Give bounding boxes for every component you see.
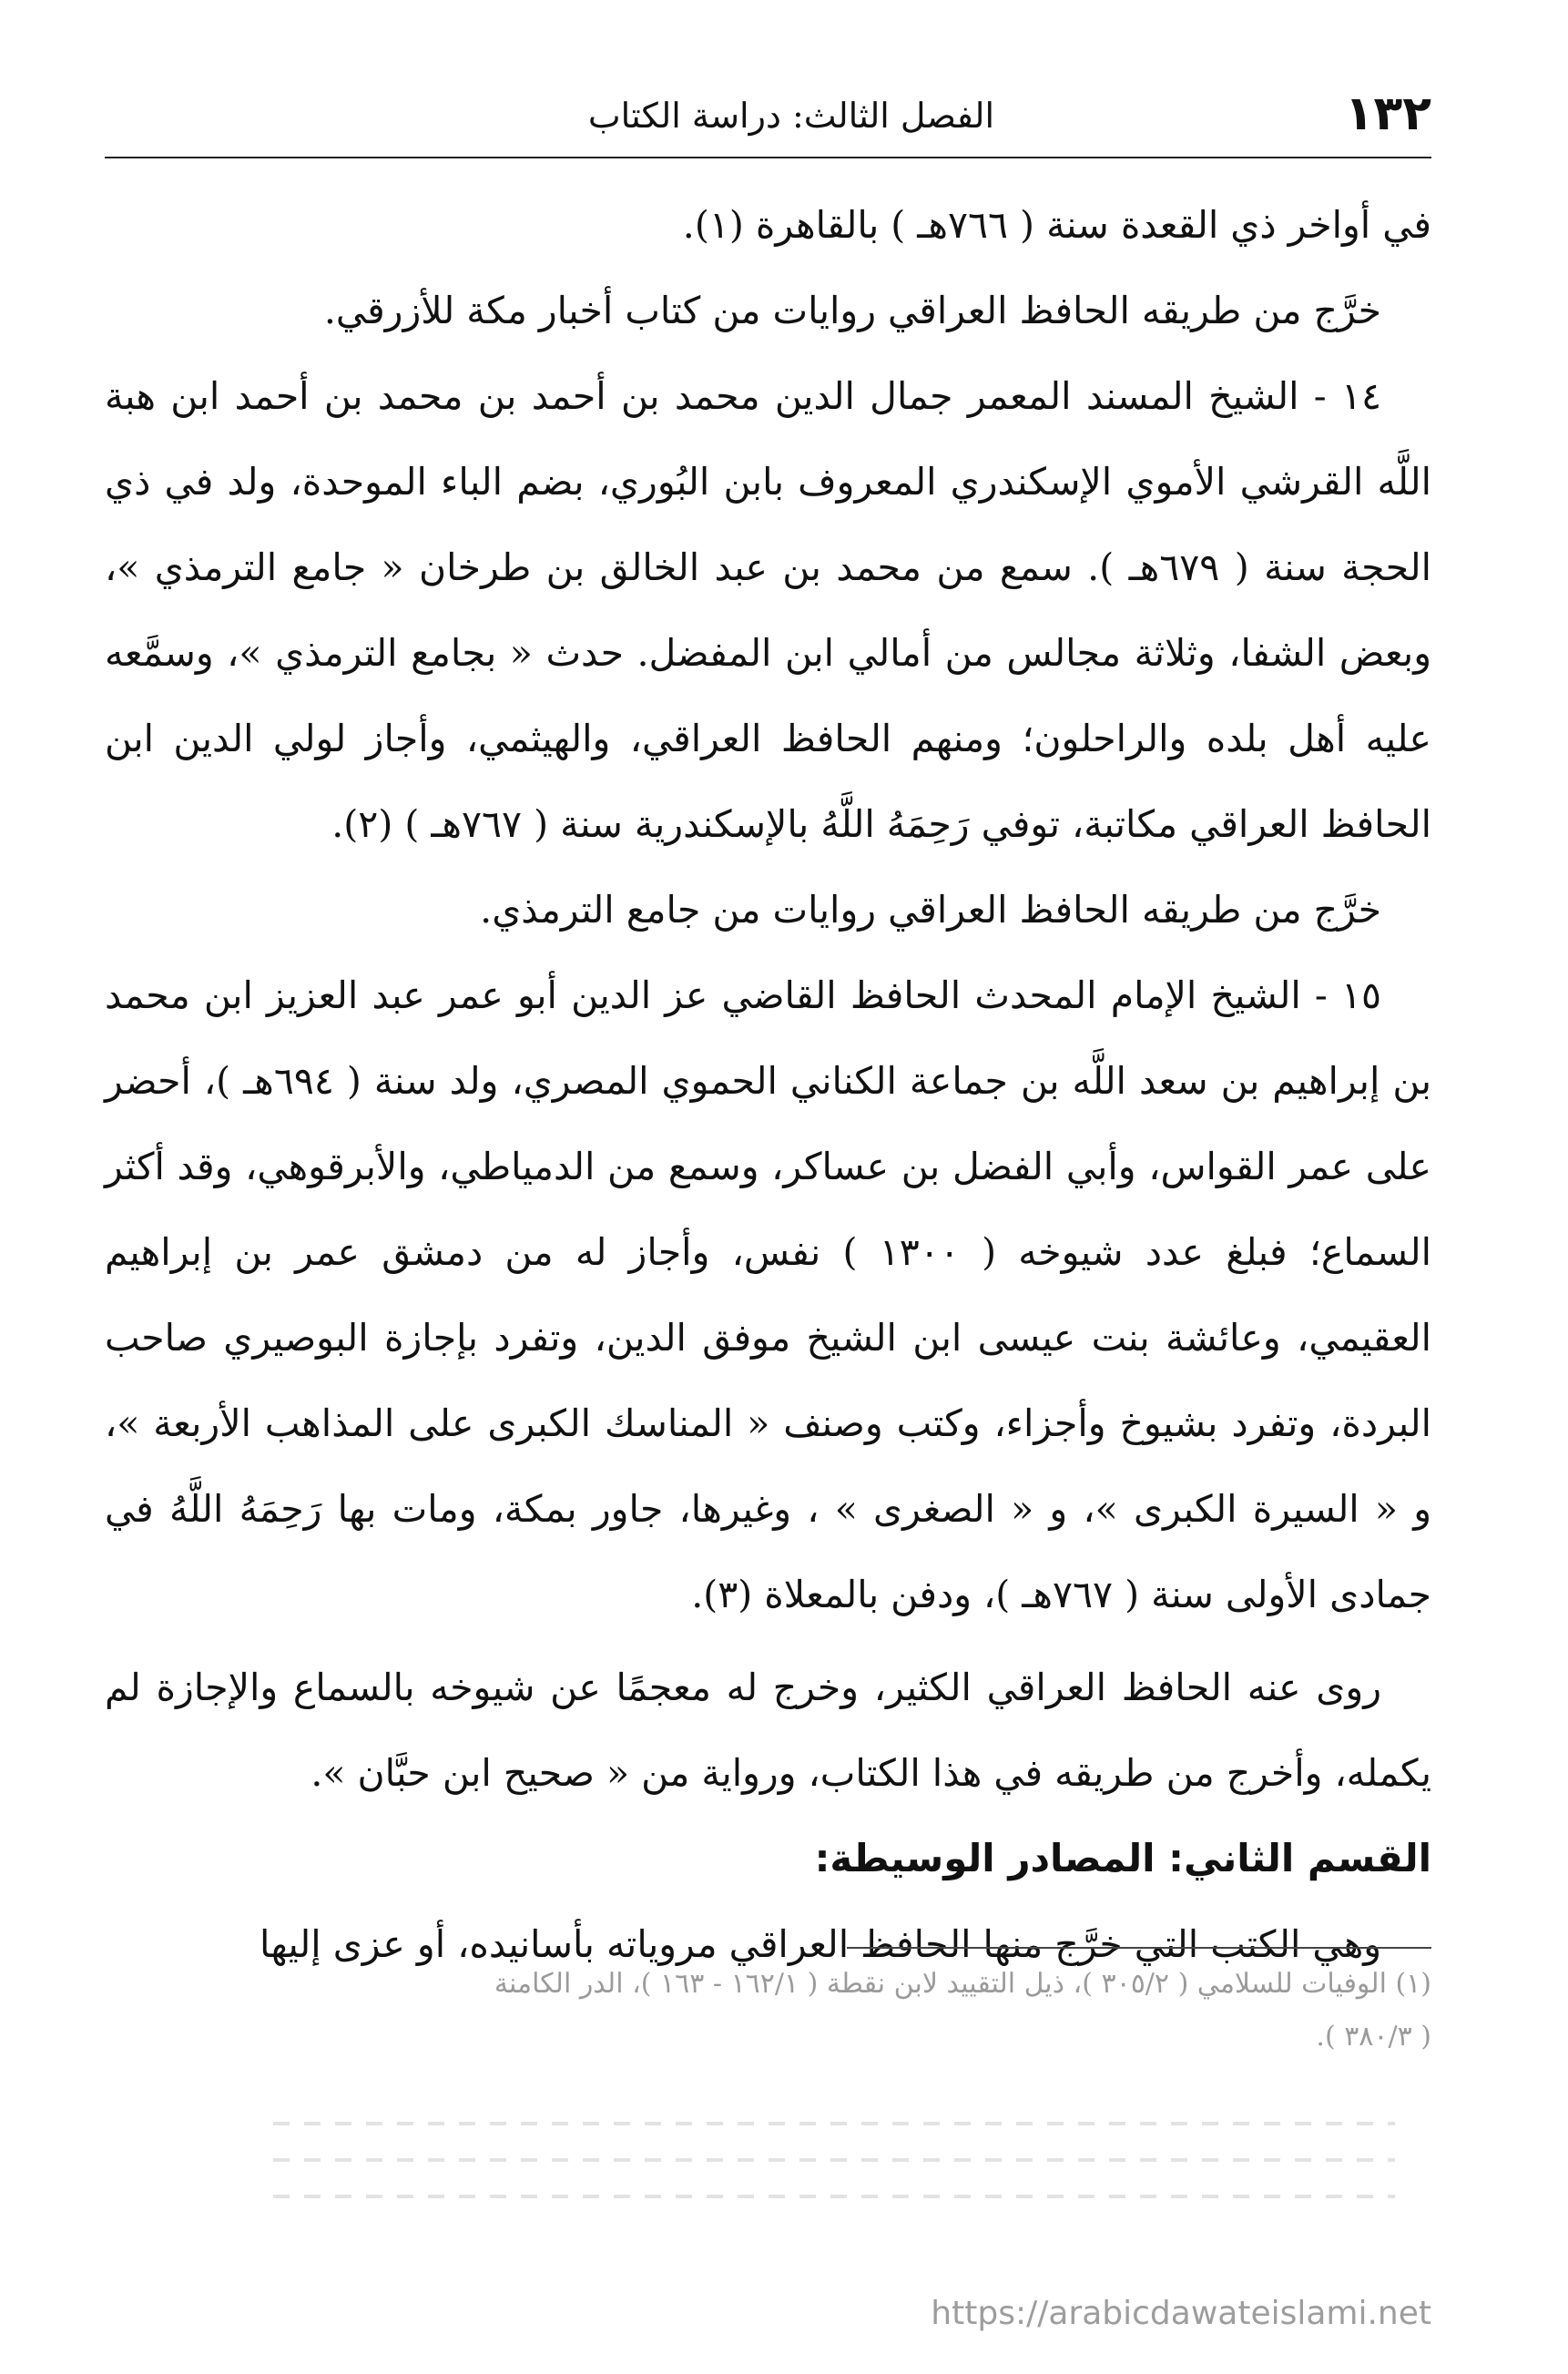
section-heading: القسم الثاني: المصادر الوسيطة: [814, 1836, 1431, 1880]
footnote-1-continuation: ( ٣٨٠/٣ ). [1316, 2021, 1431, 2053]
section-intro: وهي الكتب التي خرَّج منها الحافظ العراقي مروياته بأسانيده، أو عزى إليها [260, 1922, 1381, 1966]
footnote-1: (١) الوفيات للسلامي ( ٣٠٥/٢ )، ذيل التقييد لابن نقطة ( ١٦٢/١ - ١٦٣ )، الدر الكامنة [494, 1968, 1431, 2000]
paragraph-1: في أواخر ذي القعدة سنة ( ٧٦٦هـ ) بالقاهرة (١). [682, 203, 1431, 247]
header-divider [105, 157, 1431, 158]
page-header [105, 87, 1431, 152]
faded-line [273, 2158, 1395, 2162]
paragraph-entry-14: ١٤ - الشيخ المسند المعمر جمال الدين محمد بن أحمد بن محمد بن أحمد ابن هبة اللَّه القرشي الأموي الإسكندري المعروف بابن البُوري، بضم الباء الموحدة، ولد في ذي الحجة سنة ( ٦٧٩هـ ). سمع من محمد بن عبد الخالق بن طرخان « جامع الترمذي »، وبعض الشفا، وثلاثة مجالس من أمالي ابن المفضل. حدث « بجامع الترمذي »، وسمَّعه عليه أهل بلده والراحلون؛ ومنهم الحافظ العراقي، والهيثمي، وأجاز لولي الدين ابن الحافظ العراقي مكاتبة، توفي رَحِمَهُ اللَّهُ بالإسكندرية سنة ( ٧٦٧هـ ) (٢). [105, 374, 1431, 846]
footnotes [105, 1958, 1431, 2063]
faded-line [273, 2195, 1395, 2198]
faded-footnote-lines [273, 2122, 1395, 2267]
paragraph-6: روى عنه الحافظ العراقي الكثير، وخرج له معجمًا عن شيوخه بالسماع والإجازة لم يكمله، وأخرج من طريقه في هذا الكتاب، ورواية من « صحيح ابن حبَّان ». [105, 1666, 1431, 1795]
paragraph-4: خرَّج من طريقه الحافظ العراقي روايات من جامع الترمذي. [480, 888, 1381, 932]
footnote-divider [847, 1947, 1431, 1949]
watermark-url: https://arabicdawateislami.net [931, 2295, 1431, 2332]
running-title: الفصل الثالث: دراسة الكتاب [587, 96, 994, 136]
paragraph-entry-15: ١٥ - الشيخ الإمام المحدث الحافظ القاضي عز الدين أبو عمر عبد العزيز ابن محمد بن إبراهيم بن سعد اللَّه بن جماعة الكناني الحموي المصري، ولد سنة ( ٦٩٤هـ )، أحضر على عمر القواس، وأبي الفضل بن عساكر، وسمع من الدمياطي، والأبرقوهي، وقد أكثر السماع؛ فبلغ عدد شيوخه ( ١٣٠٠ ) نفس، وأجاز له من دمشق عمر بن إبراهيم العقيمي، وعائشة بنت عيسى ابن الشيخ موفق الدين، وتفرد بإجازة البوصيري صاحب البردة، وتفرد بشيوخ وأجزاء، وكتب وصنف « المناسك الكبرى على المذاهب الأربعة »، و « السيرة الكبرى »، و « الصغرى » ، وغيرها، جاور بمكة، ومات بها رَحِمَهُ اللَّهُ في جمادى الأولى سنة ( ٧٦٧هـ )، ودفن بالمعلاة (٣). [105, 973, 1431, 1616]
page-number: ١٣٢ [1344, 87, 1431, 141]
body-text [105, 182, 1431, 1987]
faded-line [273, 2122, 1395, 2125]
paragraph-2: خرَّج من طريقه الحافظ العراقي روايات من كتاب أخبار مكة للأزرقي. [323, 289, 1381, 332]
